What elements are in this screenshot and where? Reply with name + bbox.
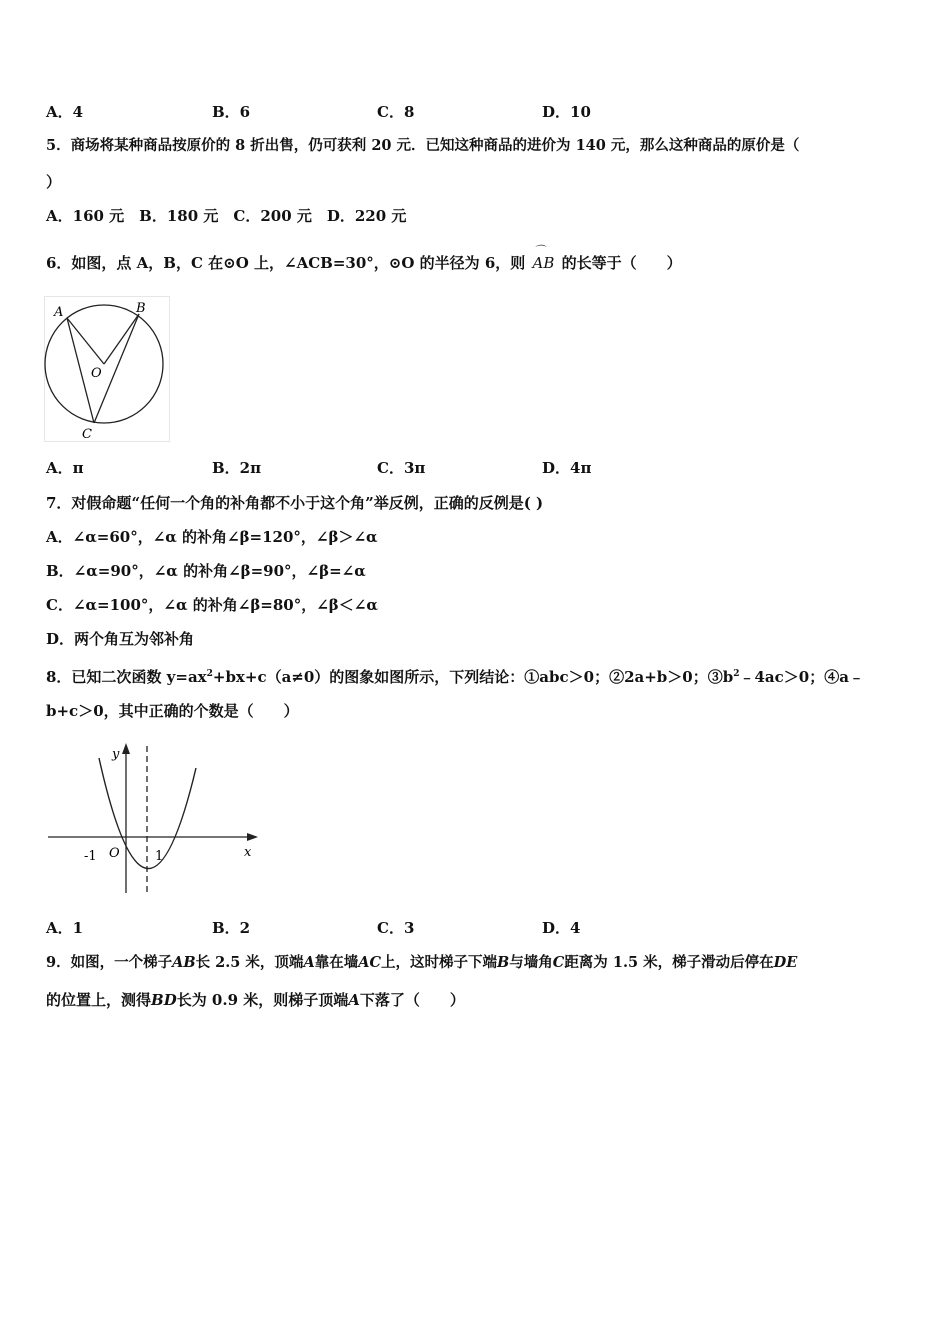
q9-text-3: 靠在墙 bbox=[314, 954, 359, 971]
q4-option-d: D．10 bbox=[542, 103, 591, 121]
q8-option-b: B．2 bbox=[212, 919, 251, 937]
q8-stem-part1: 8．已知二次函数 y=ax bbox=[46, 668, 207, 686]
q8-option-a: A．1 bbox=[46, 919, 84, 937]
q7-stem: 7．对假命题“任何一个角的补角都不小于这个角”举反例，正确的反例是( ) bbox=[46, 494, 544, 512]
q8-option-c: C．3 bbox=[377, 919, 415, 937]
q6-label-b: B bbox=[136, 301, 146, 316]
q6-arc-ab bbox=[532, 244, 555, 273]
q8-superscript-2: 2 bbox=[733, 669, 740, 679]
q8-stem-line1 bbox=[46, 664, 864, 687]
q7-option-d: D．两个角互为邻补角 bbox=[46, 630, 195, 648]
q6-arc-mark: ⌒ bbox=[533, 244, 545, 257]
q8-label-neg1: -1 bbox=[84, 849, 97, 864]
q5-stem-line2: ） bbox=[46, 173, 62, 191]
q9-text-1: 9．如图，一个梯子 bbox=[46, 954, 173, 971]
q6-option-b: B．2π bbox=[212, 459, 262, 477]
q6-label-o: O bbox=[91, 366, 102, 381]
q6-stem bbox=[46, 244, 682, 273]
q6-label-a: A bbox=[54, 305, 64, 320]
q9-var-c: C bbox=[552, 954, 565, 971]
q4-option-c: C．8 bbox=[377, 103, 415, 121]
q9-text-5: 与墙角 bbox=[509, 954, 553, 971]
q5-options: A．160 元 B．180 元 C．200 元 D．220 元 bbox=[46, 207, 407, 225]
q8-y-arrow-icon bbox=[122, 743, 130, 754]
q9-text-7: 的位置上，测得 bbox=[46, 991, 152, 1009]
q8-label-x: x bbox=[244, 845, 252, 860]
q6-stem-suffix: 的长等于（ ） bbox=[561, 254, 682, 272]
q9-var-a: A bbox=[303, 954, 315, 971]
q7-option-a: A．∠α=60°，∠α 的补角∠β=120°，∠β＞∠α bbox=[46, 528, 378, 546]
q9-text-8: 长为 0.9 米，则梯子顶端 bbox=[176, 991, 349, 1009]
q9-var-ab: AB bbox=[172, 954, 196, 971]
q5-stem-line1: 5．商场将某种商品按原价的 8 折出售，仍可获利 20 元．已知这种商品的进价为 140 元，那么这种商品的原价是（ bbox=[46, 137, 800, 154]
q9-var-a-end: A bbox=[348, 991, 360, 1009]
q8-parabola-figure bbox=[46, 738, 262, 898]
q8-label-1: 1 bbox=[155, 849, 164, 864]
q6-label-c: C bbox=[82, 427, 92, 442]
q9-text-4: 上，这时梯子下端 bbox=[381, 954, 497, 971]
q6-circle-figure bbox=[44, 296, 170, 442]
q9-stem-line1 bbox=[46, 953, 797, 973]
q8-option-d: D．4 bbox=[542, 919, 581, 937]
q6-option-d: D．4π bbox=[542, 459, 592, 477]
q9-var-de: DE bbox=[773, 954, 798, 971]
q6-option-a: A．π bbox=[46, 459, 84, 477]
q6-option-c: C．3π bbox=[377, 459, 426, 477]
q8-stem-part3: ﹣4ac＞0；④a﹣ bbox=[739, 668, 864, 686]
q8-label-y: y bbox=[112, 747, 120, 762]
q9-var-bd: BD bbox=[151, 991, 177, 1009]
q8-stem-part2: +bx+c（a≠0）的图象如图所示，下列结论：①abc＞0；②2a+b＞0；③b bbox=[212, 668, 734, 686]
q6-arc-letters: AB bbox=[532, 254, 555, 272]
q4-option-b: B．6 bbox=[212, 103, 251, 121]
q8-x-arrow-icon bbox=[247, 833, 258, 841]
q4-option-a: A．4 bbox=[46, 103, 84, 121]
q9-var-ac: AC bbox=[358, 954, 381, 971]
q9-var-b: B bbox=[497, 954, 510, 971]
q6-stem-prefix: 6．如图，点 A，B，C 在⊙O 上，∠ACB=30°，⊙O 的半径为 6，则 bbox=[46, 254, 526, 272]
q8-label-o: O bbox=[109, 846, 120, 861]
q9-text-2: 长 2.5 米，顶端 bbox=[195, 954, 304, 971]
q9-text-9: 下落了（ ） bbox=[359, 991, 465, 1009]
q8-stem-line2: b+c＞0，其中正确的个数是（ ） bbox=[46, 702, 299, 720]
q9-stem-line2 bbox=[46, 990, 465, 1010]
q7-option-c: C．∠α=100°，∠α 的补角∠β=80°，∠β＜∠α bbox=[46, 596, 378, 614]
q8-superscript-1: 2 bbox=[206, 669, 213, 679]
q9-text-6: 距离为 1.5 米，梯子滑动后停在 bbox=[564, 954, 774, 971]
q7-option-b: B．∠α=90°，∠α 的补角∠β=90°，∠β=∠α bbox=[46, 562, 366, 580]
